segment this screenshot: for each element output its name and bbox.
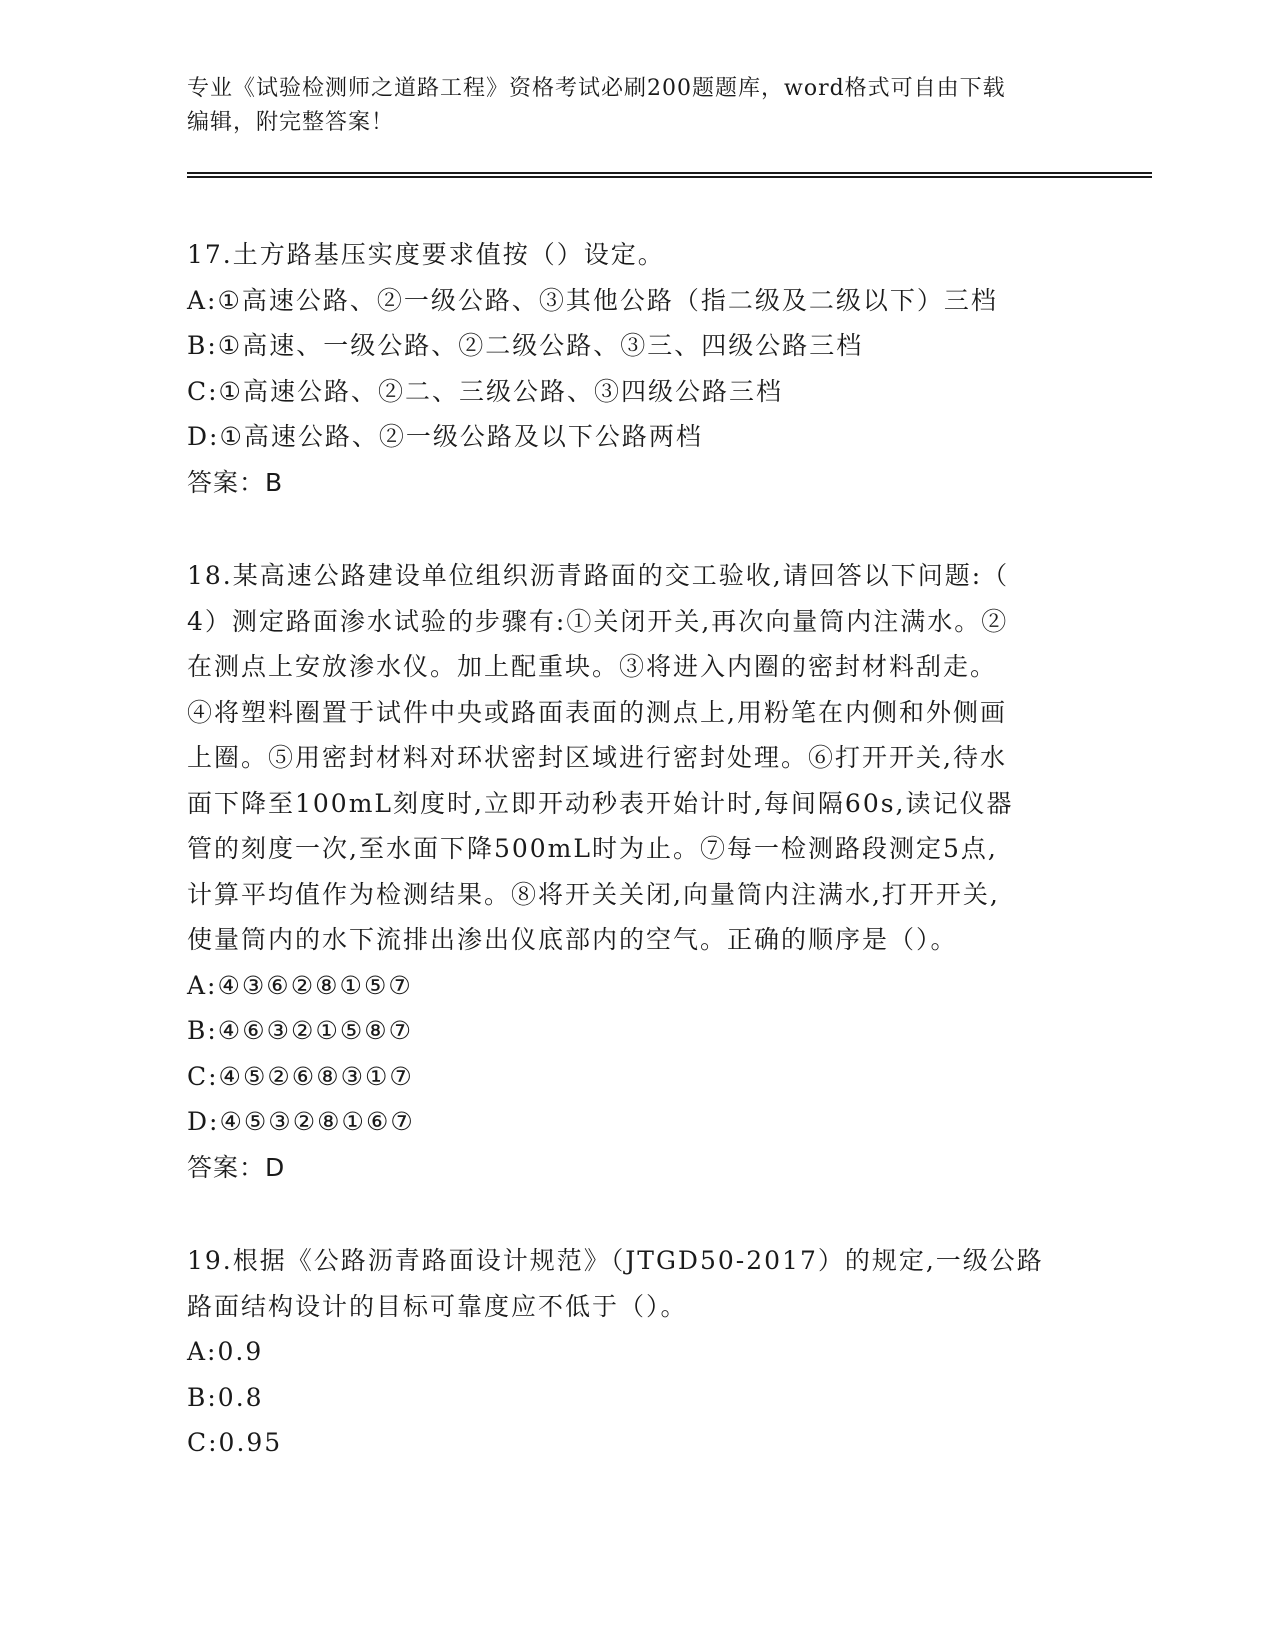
question-stem-line: 路面结构设计的目标可靠度应不低于（）。 [187,1291,688,1321]
option-b: B:0.8 [187,1382,264,1412]
question-list [187,232,1087,1466]
question-stem-line: 计算平均值作为检测结果。⑧将开关关闭,向量筒内注满水,打开开关, [187,879,1000,909]
option-a: A:0.9 [187,1337,264,1366]
question-stem: 17.土方路基压实度要求值按（）设定。 [187,240,665,269]
answer-label: 答案：B [187,467,284,497]
option-c: C:④⑤②⑥⑧③①⑦ [187,1061,414,1091]
header-divider-bottom [187,176,1152,178]
question-stem-line: ④将塑料圈置于试件中央或路面表面的测点上,用粉笔在内侧和外侧画 [187,697,1007,727]
header-title-line-1: 专业《试验检测师之道路工程》资格考试必刷200题题库，word格式可自由下载 [187,76,1006,101]
question-17 [187,232,1087,505]
option-a: A:①高速公路、②一级公路、③其他公路（指二级及二级以下）三档 [187,285,998,315]
question-stem-line: 4）测定路面渗水试验的步骤有:①关闭开关,再次向量筒内注满水。② [187,606,1009,636]
option-d: D:①高速公路、②一级公路及以下公路两档 [187,422,703,451]
document-header [187,72,1087,140]
question-18 [187,553,1087,1190]
option-a: A:④③⑥②⑧①⑤⑦ [187,970,413,1000]
question-stem-line: 面下降至100mL刻度时,立即开动秒表开始计时,每间隔60s,读记仪器 [187,788,1014,818]
option-c: C:0.95 [187,1428,283,1457]
question-stem-line: 在测点上安放渗水仪。加上配重块。③将进入内圈的密封材料刮走。 [187,652,998,681]
question-stem-line: 使量筒内的水下流排出渗出仪底部内的空气。正确的顺序是（）。 [187,925,958,954]
option-b: B:④⑥③②①⑤⑧⑦ [187,1016,414,1045]
option-c: C:①高速公路、②二、三级公路、③四级公路三档 [187,376,783,406]
header-divider-top [187,172,1152,174]
question-19 [187,1238,1087,1466]
option-d: D:④⑤③②⑧①⑥⑦ [187,1107,415,1136]
answer-label: 答案：D [187,1152,286,1182]
option-b: B:①高速、一级公路、②二级公路、③三、四级公路三档 [187,331,864,360]
question-stem-line: 18.某高速公路建设单位组织沥青路面的交工验收,请回答以下问题:（ [187,561,1010,590]
header-title-line-2: 编辑，附完整答案！ [187,110,395,135]
question-stem-line: 19.根据《公路沥青路面设计规范》（JTGD50-2017）的规定,一级公路 [187,1246,1044,1275]
question-stem-line: 管的刻度一次,至水面下降500mL时为止。⑦每一检测路段测定5点, [187,834,998,863]
question-stem-line: 上圈。⑤用密封材料对环状密封区域进行密封处理。⑥打开开关,待水 [187,743,1007,772]
